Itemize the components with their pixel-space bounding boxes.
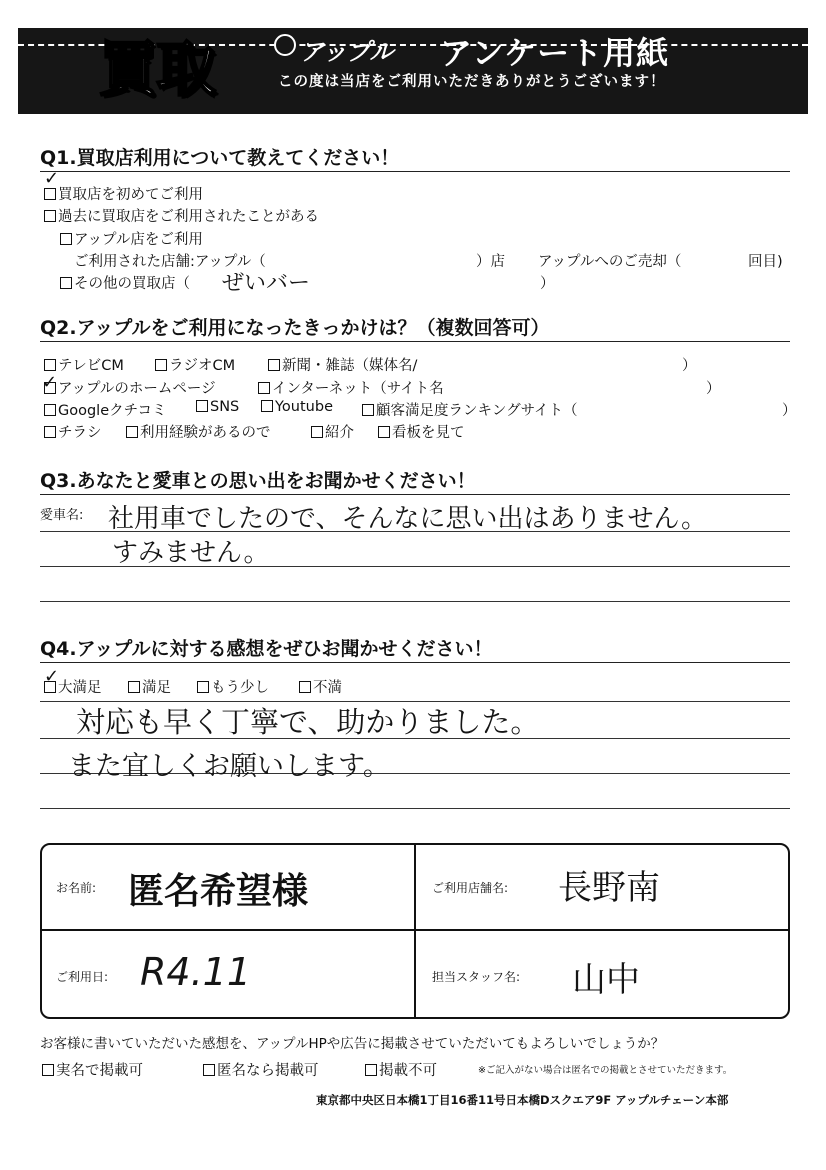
- q2-option-homepage-label: アップルのホームページ: [58, 381, 216, 397]
- checkbox[interactable]: [60, 233, 72, 245]
- name-value: 匿名希望様: [128, 871, 309, 912]
- q1-option-past[interactable]: [44, 205, 319, 226]
- checkmark-icon: ✓: [44, 666, 60, 687]
- q4-option-very-satisfied[interactable]: [44, 676, 102, 697]
- q2-underline: [40, 341, 790, 342]
- q2-option-referral[interactable]: [311, 421, 354, 442]
- staff-label: 担当スタッフ名:: [432, 970, 521, 984]
- q1-underline: [40, 171, 790, 172]
- permission-question: お客様に書いていただいた感想を、アップルHPや広告に掲載させていただいてもよろしいでしょうか？: [40, 1036, 665, 1052]
- q3-label: 愛車名:: [40, 508, 84, 523]
- store-value: 長野南: [558, 868, 660, 908]
- q2-option-radio-label: ラジオCM: [169, 358, 236, 374]
- apple-logo-icon: [274, 34, 296, 56]
- q4-line-4: [40, 808, 790, 809]
- checkbox[interactable]: [126, 426, 138, 438]
- q2-option-referral-label: 紹介: [325, 425, 354, 441]
- q2-option-internet[interactable]: [258, 377, 444, 398]
- q2-option-newspaper[interactable]: [268, 354, 417, 375]
- header-brand: アップル: [300, 37, 394, 66]
- info-divider-horizontal: [40, 929, 790, 931]
- q2-option-signboard-label: 看板を見て: [392, 425, 465, 441]
- q1-store-suffix: ）店: [476, 254, 505, 270]
- checkbox[interactable]: [378, 426, 390, 438]
- q2-option-ranking[interactable]: [362, 399, 578, 420]
- checkbox[interactable]: [311, 426, 323, 438]
- q2-option-ranking-label: 顧客満足度ランキングサイト（: [376, 403, 578, 419]
- checkbox[interactable]: [44, 426, 56, 438]
- q4-option-so-so[interactable]: [197, 676, 269, 697]
- q2-option-sns[interactable]: [196, 399, 239, 415]
- q1-option-apple-label: アップル店をご利用: [74, 232, 203, 248]
- header-title: アンケート用紙: [440, 34, 670, 72]
- q2-option-youtube[interactable]: [261, 399, 333, 415]
- q4-option-very-satisfied-label: 大満足: [58, 680, 102, 696]
- checkbox[interactable]: [42, 1064, 54, 1076]
- checkbox[interactable]: [44, 404, 56, 416]
- q4-option-dissatisfied[interactable]: [299, 676, 342, 697]
- checkbox[interactable]: [197, 681, 209, 693]
- q1-question: Q1.買取店利用について教えてください！: [40, 147, 400, 169]
- permission-anonymous[interactable]: [203, 1059, 319, 1080]
- date-label: ご利用日:: [56, 970, 109, 984]
- q4-option-satisfied[interactable]: [128, 676, 171, 697]
- q2-option-signboard[interactable]: [378, 421, 465, 442]
- checkbox[interactable]: [258, 382, 270, 394]
- checkbox[interactable]: [362, 404, 374, 416]
- permission-none[interactable]: [365, 1059, 437, 1080]
- checkbox[interactable]: [128, 681, 140, 693]
- q1-option-apple[interactable]: [60, 228, 203, 249]
- company-address: 東京都中央区日本橋1丁目16番11号日本橋Dスクエア9F アップルチェーン本部: [316, 1093, 729, 1107]
- q2-row2-close: ）: [706, 381, 721, 397]
- q2-option-flyer[interactable]: [44, 421, 102, 442]
- permission-none-label: 掲載不可: [379, 1063, 437, 1079]
- checkbox[interactable]: [299, 681, 311, 693]
- q4-question: Q4.アップルに対する感想をぜひお聞かせください！: [40, 638, 493, 660]
- q4-option-satisfied-label: 満足: [142, 680, 171, 696]
- q2-option-experience-label: 利用経験があるので: [140, 425, 271, 441]
- q1-option-other[interactable]: [60, 272, 190, 293]
- q2-option-sns-label: SNS: [210, 399, 240, 415]
- q1-sales-suffix: 回目): [748, 254, 783, 270]
- q2-option-newspaper-label: 新聞・雑誌（媒体名/: [282, 358, 418, 374]
- q3-underline: [40, 494, 790, 495]
- q2-question: Q2.アップルをご利用になったきっかけは？（複数回答可）: [40, 317, 550, 339]
- checkbox[interactable]: [44, 210, 56, 222]
- checkbox[interactable]: [196, 400, 208, 412]
- checkbox[interactable]: [203, 1064, 215, 1076]
- checkbox[interactable]: [44, 188, 56, 200]
- q4-answer-line-2: また宜しくお願いします。: [68, 751, 390, 782]
- q2-row1-close: ）: [682, 358, 697, 374]
- permission-real-name-label: 実名で掲載可: [56, 1063, 143, 1079]
- q1-store-prefix: ご利用された店舗:アップル（: [74, 254, 266, 270]
- name-label: お名前:: [56, 881, 97, 895]
- q1-option-first-label: 買取店を初めてご利用: [58, 187, 203, 203]
- q3-question: Q3.あなたと愛車との思い出をお聞かせください！: [40, 470, 476, 492]
- q2-option-homepage[interactable]: [44, 377, 216, 398]
- checkbox[interactable]: [44, 382, 56, 394]
- checkbox[interactable]: [44, 681, 56, 693]
- permission-anonymous-label: 匿名なら掲載可: [217, 1063, 319, 1079]
- q1-sales-prefix: アップルへのご売却（: [538, 254, 682, 270]
- q3-answer-line-2: すみません。: [112, 538, 270, 568]
- q3-line-3: [40, 601, 790, 602]
- checkbox[interactable]: [60, 277, 72, 289]
- q1-option-first[interactable]: [44, 183, 203, 204]
- q2-option-experience[interactable]: [126, 421, 271, 442]
- q1-other-close: ）: [540, 276, 555, 292]
- checkmark-icon: ✓: [44, 168, 60, 189]
- header-kaitori-logo: 買取: [98, 35, 214, 105]
- q3-answer-line-1: 社用車でしたので、そんなに思い出はありません。: [108, 504, 708, 534]
- q2-option-google[interactable]: [44, 399, 167, 420]
- checkbox[interactable]: [365, 1064, 377, 1076]
- date-value: R4.11: [140, 950, 252, 994]
- q2-option-youtube-label: Youtube: [275, 399, 333, 415]
- q1-other-answer: ぜいバー: [222, 271, 311, 296]
- checkbox[interactable]: [44, 359, 56, 371]
- staff-value: 山中: [572, 960, 640, 1000]
- checkbox[interactable]: [155, 359, 167, 371]
- store-label: ご利用店舗名:: [432, 881, 509, 895]
- header-subtitle: この度は当店をご利用いただきありがとうございます！: [278, 74, 666, 90]
- q2-option-internet-label: インターネット（サイト名: [272, 381, 444, 397]
- info-divider-vertical: [414, 843, 416, 1019]
- permission-real-name[interactable]: [42, 1059, 143, 1080]
- q4-underline: [40, 662, 790, 663]
- q2-option-tv-label: テレビCM: [58, 358, 124, 374]
- q1-option-other-label: その他の買取店（: [74, 276, 190, 292]
- checkbox[interactable]: [268, 359, 280, 371]
- q1-option-past-label: 過去に買取店をご利用されたことがある: [58, 209, 319, 225]
- q2-option-google-label: Googleクチコミ: [58, 403, 167, 419]
- q2-option-flyer-label: チラシ: [58, 425, 102, 441]
- checkmark-icon: ✓: [42, 372, 58, 393]
- permission-note: ※ご記入がない場合は匿名での掲載とさせていただきます。: [478, 1065, 733, 1076]
- q4-option-dissatisfied-label: 不満: [313, 680, 342, 696]
- q4-answer-line-1: 対応も早く丁寧で、助かりました。: [76, 705, 540, 739]
- q4-option-so-so-label: もう少し: [211, 680, 269, 696]
- checkbox[interactable]: [261, 400, 273, 412]
- q2-option-radio[interactable]: [155, 354, 235, 375]
- q2-row3-close: ）: [782, 403, 797, 419]
